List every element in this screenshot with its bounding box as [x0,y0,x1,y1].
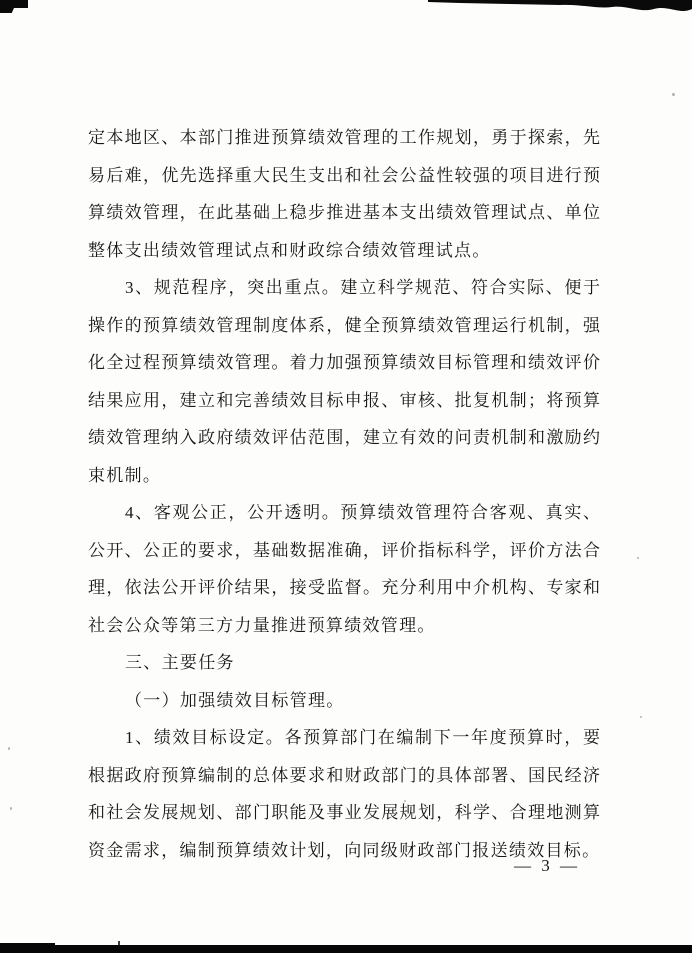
scan-artifact-top-right [428,0,692,18]
document-body [88,119,600,869]
text-line: 4、客观公正，公开透明。预算绩效管理符合客观、真实、 [125,503,600,522]
text-line: 化全过程预算绩效管理。着力加强预算绩效目标管理和绩效评价 [88,353,600,372]
text-line: 算绩效管理，在此基础上稳步推进基本支出绩效管理试点、单位 [88,203,600,222]
text-line: 易后难，优先选择重大民生支出和社会公益性较强的项目进行预 [88,165,600,185]
text-line: 定本地区、本部门推进预算绩效管理的工作规划，勇于探索，先 [88,128,600,147]
text-line: 绩效管理纳入政府绩效评估范围，建立有效的问责机制和激励约 [88,428,600,447]
text-line: 三、主要任务 [125,653,235,672]
scan-speck [10,807,12,810]
text-line: 资金需求，编制预算绩效计划，向同级财政部门报送绩效目标。 [88,840,601,860]
text-line: 根据政府预算编制的总体要求和财政部门的具体部署、国民经济 [88,765,600,785]
text-line: 3、规范程序，突出重点。建立科学规范、符合实际、便于 [125,278,600,297]
scan-speck [8,747,10,750]
scan-speck [640,716,642,718]
text-line: 社会公众等第三方力量推进预算绩效管理。 [88,615,436,635]
text-line: 理，依法公开评价结果，接受监督。充分利用中介机构、专家和 [88,578,600,597]
text-line: 整体支出绩效管理试点和财政综合绩效管理试点。 [88,240,491,260]
text-line: 束机制。 [88,465,162,485]
scan-speck [637,557,639,559]
scan-artifact-bottom-bar [0,945,692,953]
text-line: 1、绩效目标设定。各预算部门在编制下一年度预算时，要 [125,728,600,747]
text-line: 和社会发展规划、部门职能及事业发展规划，科学、合理地测算 [88,803,600,822]
text-line: （一）加强绩效目标管理。 [125,690,345,710]
scan-artifact-top-left [0,0,28,13]
text-line: 结果应用，建立和完善绩效目标申报、审核、批复机制；将预算 [88,390,600,410]
scan-speck [672,93,675,96]
text-line: 公开、公正的要求，基础数据准确，评价指标科学，评价方法合 [88,540,600,560]
page-number: — 3 — [514,856,580,875]
text-line: 操作的预算绩效管理制度体系，健全预算绩效管理运行机制，强 [88,315,600,335]
